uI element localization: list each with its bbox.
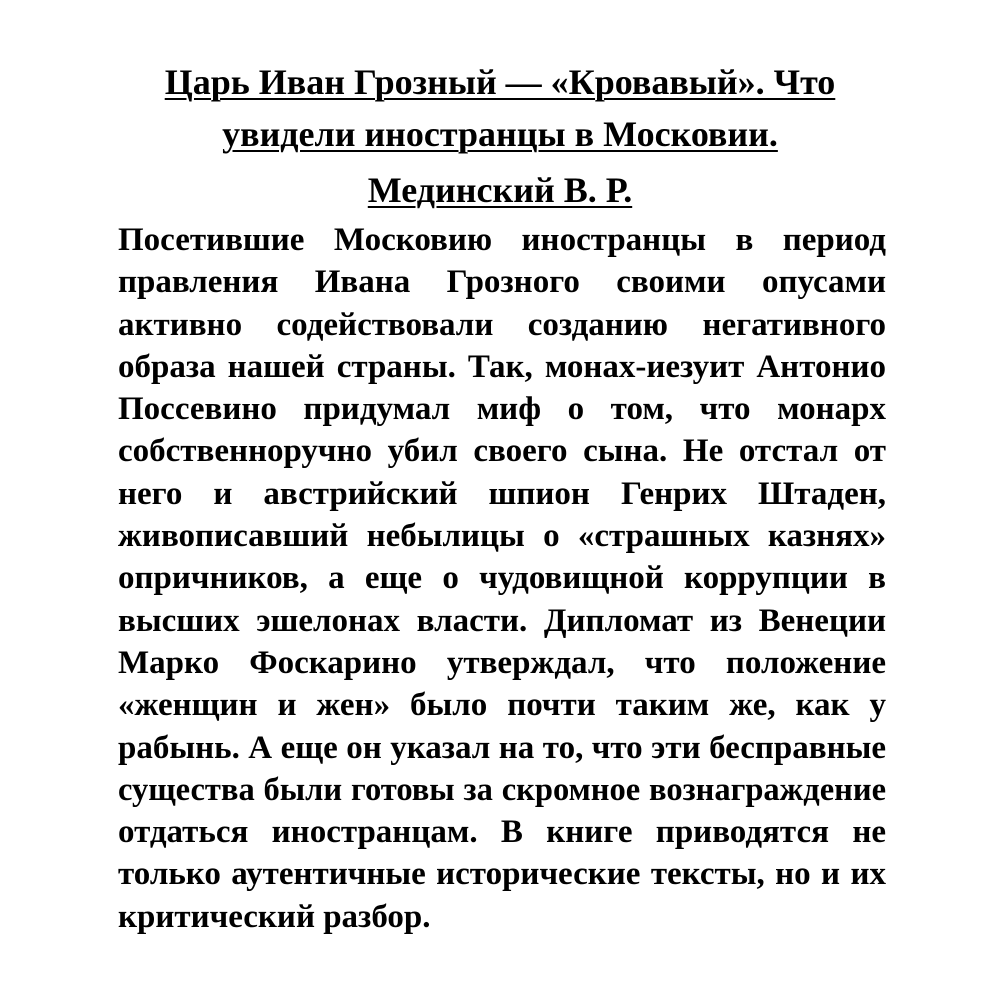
paragraph-line: только аутентичные исторические тексты, но и их [118, 856, 886, 893]
paragraph-line: Поссевино придумал миф о том, что монарх [118, 391, 886, 428]
paragraph-line: образа нашей страны. Так, монах-иезуит Антонио [118, 348, 886, 385]
paragraph-line: критический разбор. [118, 898, 431, 935]
paragraph-line: Марко Фоскарино утверждал, что положение [118, 644, 886, 681]
paragraph-line: отдаться иностранцам. В книге приводятся не [118, 814, 886, 851]
paragraph-line: активно содействовали созданию негативного [118, 306, 886, 343]
paragraph-line: опричников, а еще о чудовищной коррупции в [118, 560, 886, 597]
paragraph-line: него и австрийский шпион Генрих Штаден, [118, 475, 886, 512]
paragraph-line: «женщин и жен» было почти таким же, как у [118, 687, 886, 724]
description-paragraph [118, 219, 886, 938]
paragraph-line: правления Ивана Грозного своими опусами [118, 264, 886, 301]
paragraph-line: собственноручно убил своего сына. Не отстал от [118, 433, 886, 470]
title-line-2: увидели иностранцы в Московии. [222, 114, 778, 154]
paragraph-line: существа были готовы за скромное вознаграждение [118, 771, 886, 808]
paragraph-line: Посетившие Московию иностранцы в период [118, 222, 886, 258]
document-title [100, 56, 900, 160]
paragraph-line: живописавший небылицы о «страшных казнях» [118, 518, 886, 555]
paragraph-line: рабынь. А еще он указал на то, что эти бесправные [118, 729, 886, 766]
author-name: Мединский В. Р. [367, 170, 633, 210]
title-line-1: Царь Иван Грозный — «Кровавый». Что [164, 62, 836, 102]
paragraph-line: высших эшелонах власти. Дипломат из Венеции [118, 602, 886, 639]
